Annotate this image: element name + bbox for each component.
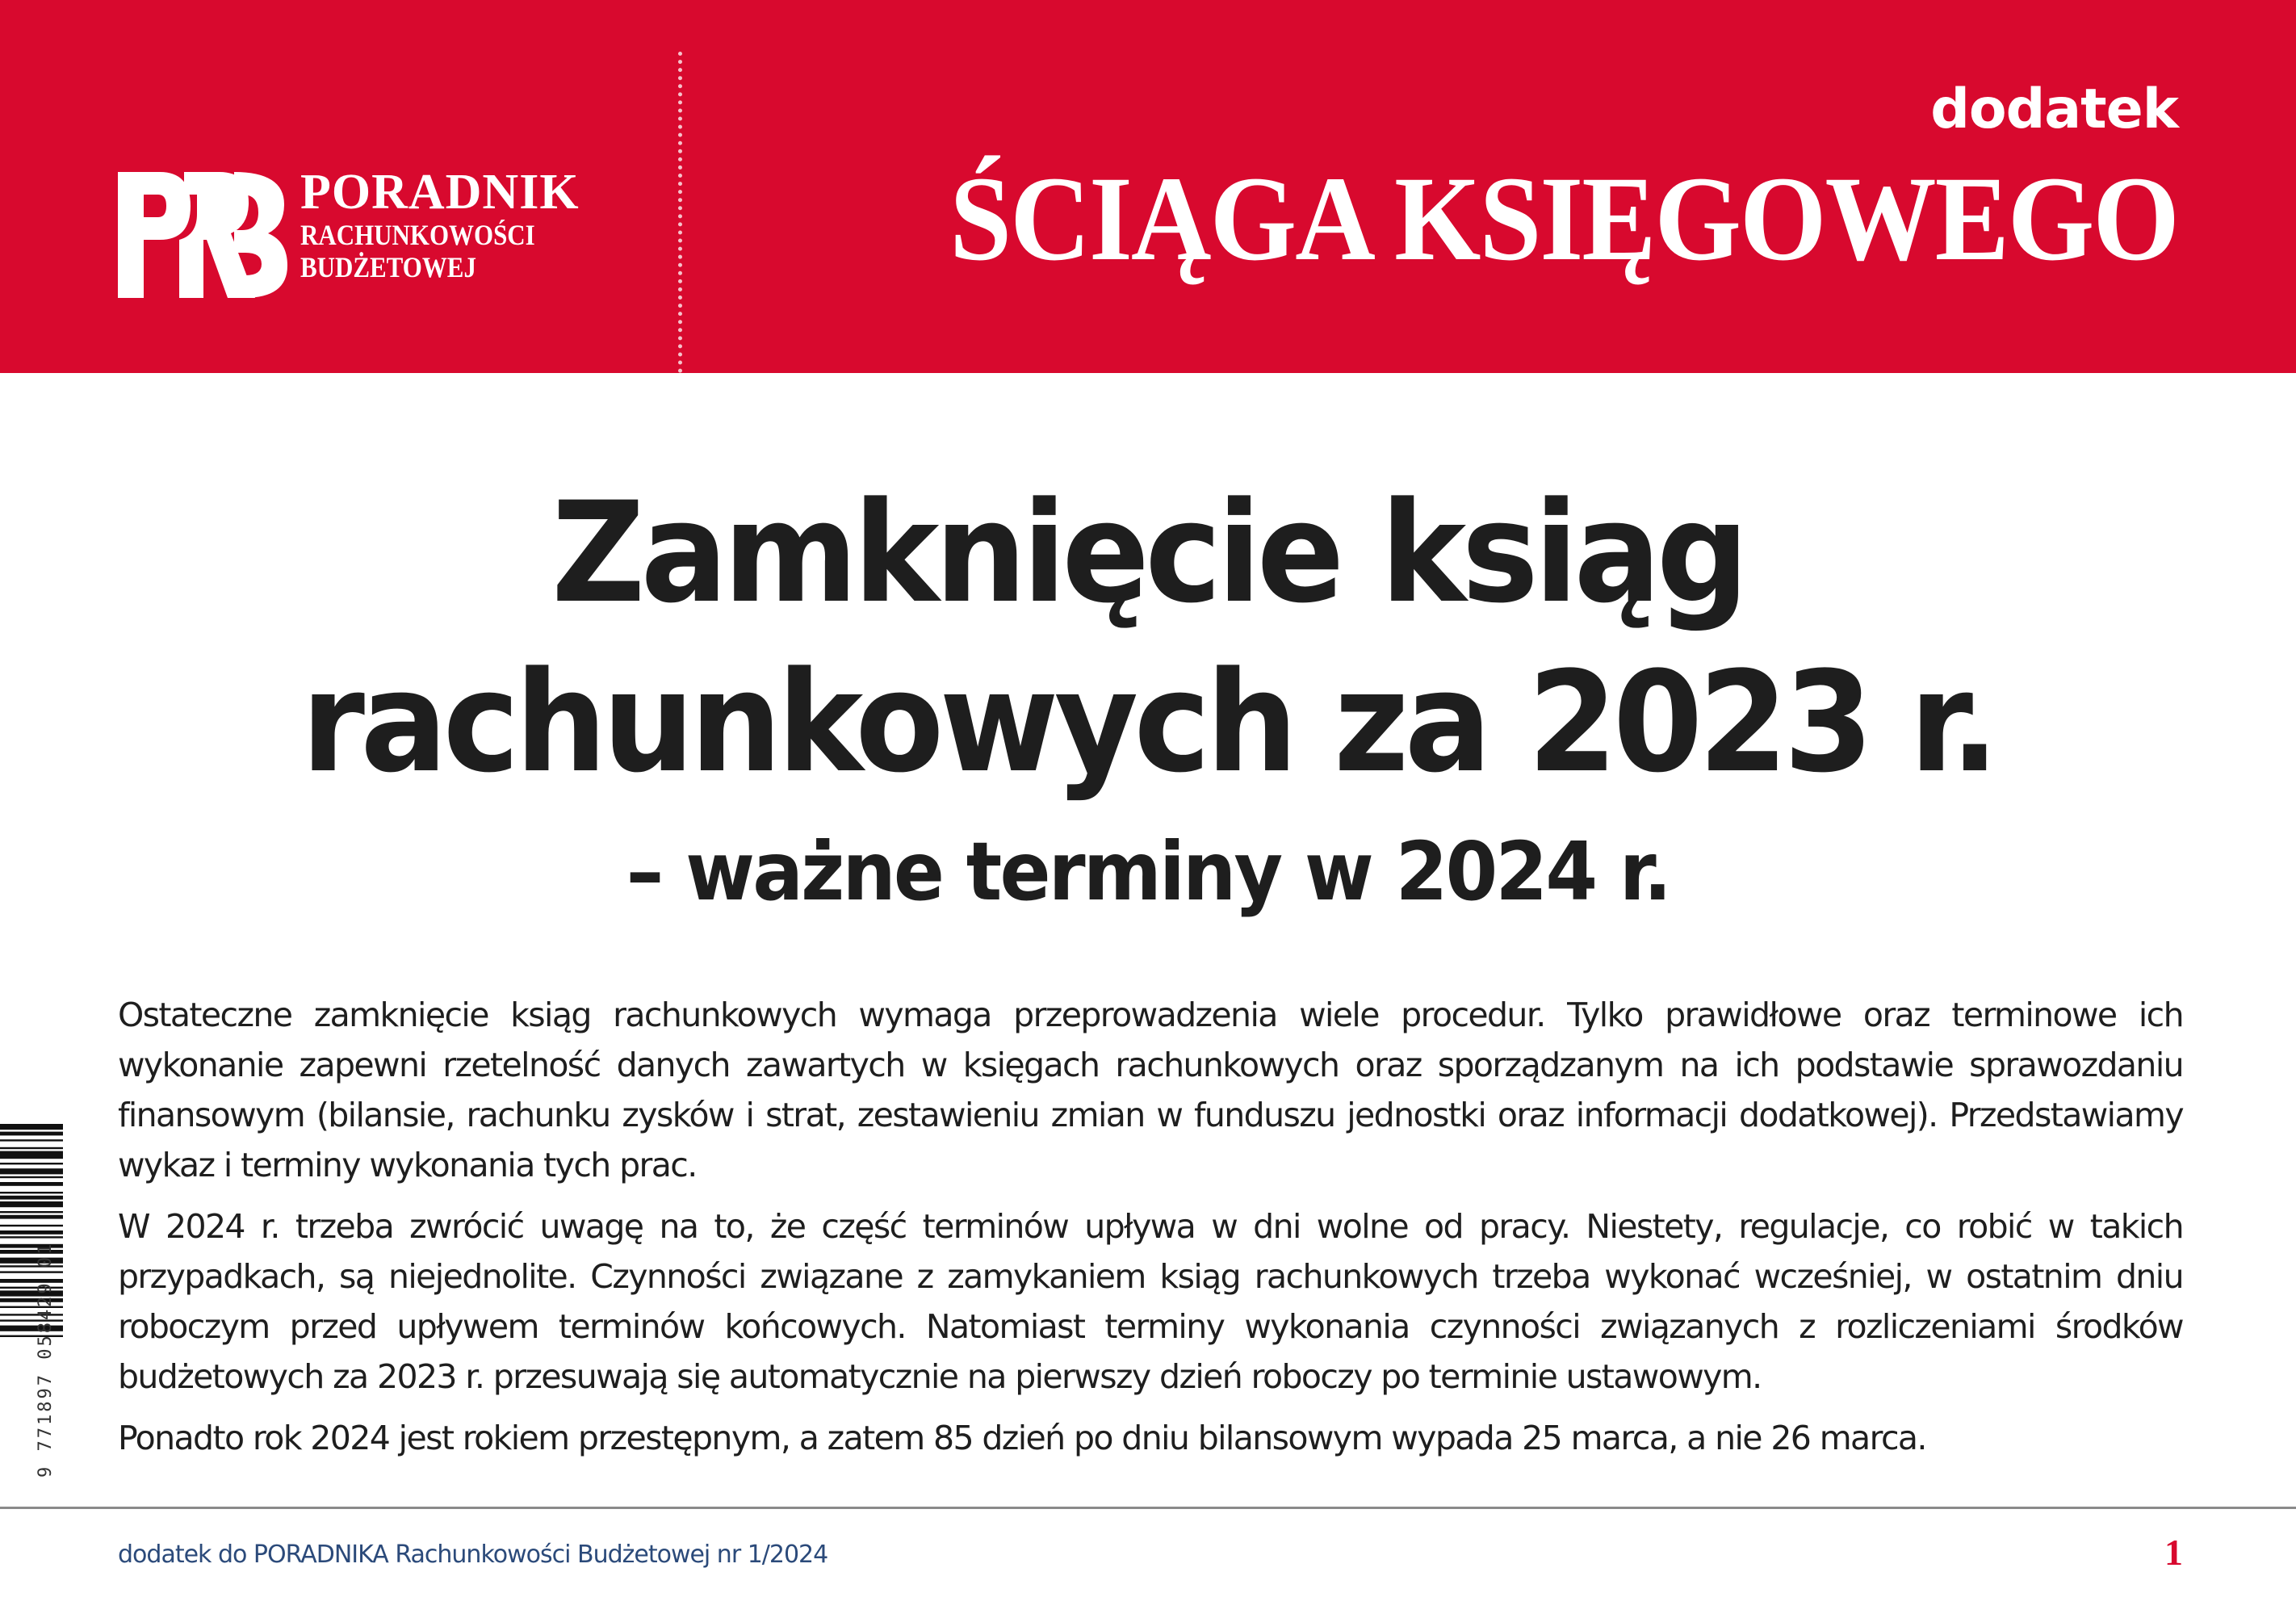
paragraph-leap-year: Ponadto rok 2024 jest rokiem przestępnym, a zatem 85 dzień po dniu bilansowym wypada 25 marca, a nie 26 marca. xyxy=(118,1419,1926,1457)
barcode-bar xyxy=(0,1124,63,1130)
barcode-bar xyxy=(0,1196,63,1200)
footer-note: dodatek do PORADNIKA Rachunkowości Budżetowej nr 1/2024 xyxy=(118,1541,828,1569)
logo-line-rachunkowosci: RACHUNKOWOŚCI xyxy=(300,219,535,251)
title-line-1: Zamknięcie ksiąg xyxy=(551,472,1745,634)
barcode-bar xyxy=(0,1132,63,1136)
article-body xyxy=(118,990,2183,1474)
barcode-bar xyxy=(0,1176,63,1178)
barcode-digits: 9 771897 058429 01 xyxy=(36,1241,56,1478)
barcode-bar xyxy=(0,1230,63,1235)
barcode-bar xyxy=(0,1139,63,1141)
title-line-2: rachunkowych za 2023 r. xyxy=(301,641,1995,803)
barcode-bar xyxy=(0,1147,63,1149)
barcode-bar xyxy=(0,1163,63,1164)
barcode-bar xyxy=(0,1168,63,1174)
header-divider xyxy=(678,52,682,373)
logo-wordmark xyxy=(300,167,580,282)
supplement-label: dodatek xyxy=(1930,78,2178,141)
article-subtitle: – ważne terminy w 2024 r. xyxy=(626,824,1670,919)
prb-logo xyxy=(113,166,581,303)
barcode-bar xyxy=(0,1192,63,1193)
prb-logo-mark-icon xyxy=(113,166,291,303)
supplement-title: ŚCIĄGA KSIĘGOWEGO xyxy=(949,152,2178,286)
footer-divider xyxy=(0,1507,2296,1509)
barcode-bar xyxy=(0,1225,63,1226)
barcode-bar xyxy=(0,1215,63,1219)
page-number: 1 xyxy=(2164,1532,2183,1573)
paragraph-deadlines: W 2024 r. trzeba zwrócić uwagę na to, że część terminów upływa w dni wolne od pracy. Niestety, regulacje, co robić w takich przypadkach, są niejednolite. Czynności związane z zamykaniem ksiąg rachunkowych trzeba wykonać wcześniej, w ostatnim dniu roboczym przed upływem terminów końcowych. Natomiast terminy wykonania czynności związanych z rozliczeniami środków budżetowych za 2023 r. przesuwają się automatycznie na pierwszy dzień roboczy po terminie ustawowym. xyxy=(118,1207,2183,1396)
paragraph-intro: Ostateczne zamknięcie ksiąg rachunkowych wymaga przeprowadzenia wiele procedur. Tylko prawidłowe oraz terminowe ich wykonanie zapewni rzetelność danych zawartych w księgach rachunkowych oraz sporządzanym na ich podstawie sprawozdaniu finansowym (bilansie, rachunku zysków i strat, zestawieniu zmian w funduszu jednostki oraz informacji dodatkowej). Przedstawiamy wykaz i terminy wykonania tych prac. xyxy=(118,996,2183,1184)
logo-line-poradnik: PORADNIK xyxy=(300,165,580,220)
article-title xyxy=(0,468,2296,920)
barcode-bar xyxy=(0,1211,63,1213)
barcode-bar xyxy=(0,1201,63,1207)
logo-line-budzetowej: BUDŻETOWEJ xyxy=(300,251,476,283)
barcode-bar xyxy=(0,1182,63,1186)
barcode-bar xyxy=(0,1236,63,1238)
barcode-bar xyxy=(0,1151,63,1159)
header-band xyxy=(0,0,2296,373)
